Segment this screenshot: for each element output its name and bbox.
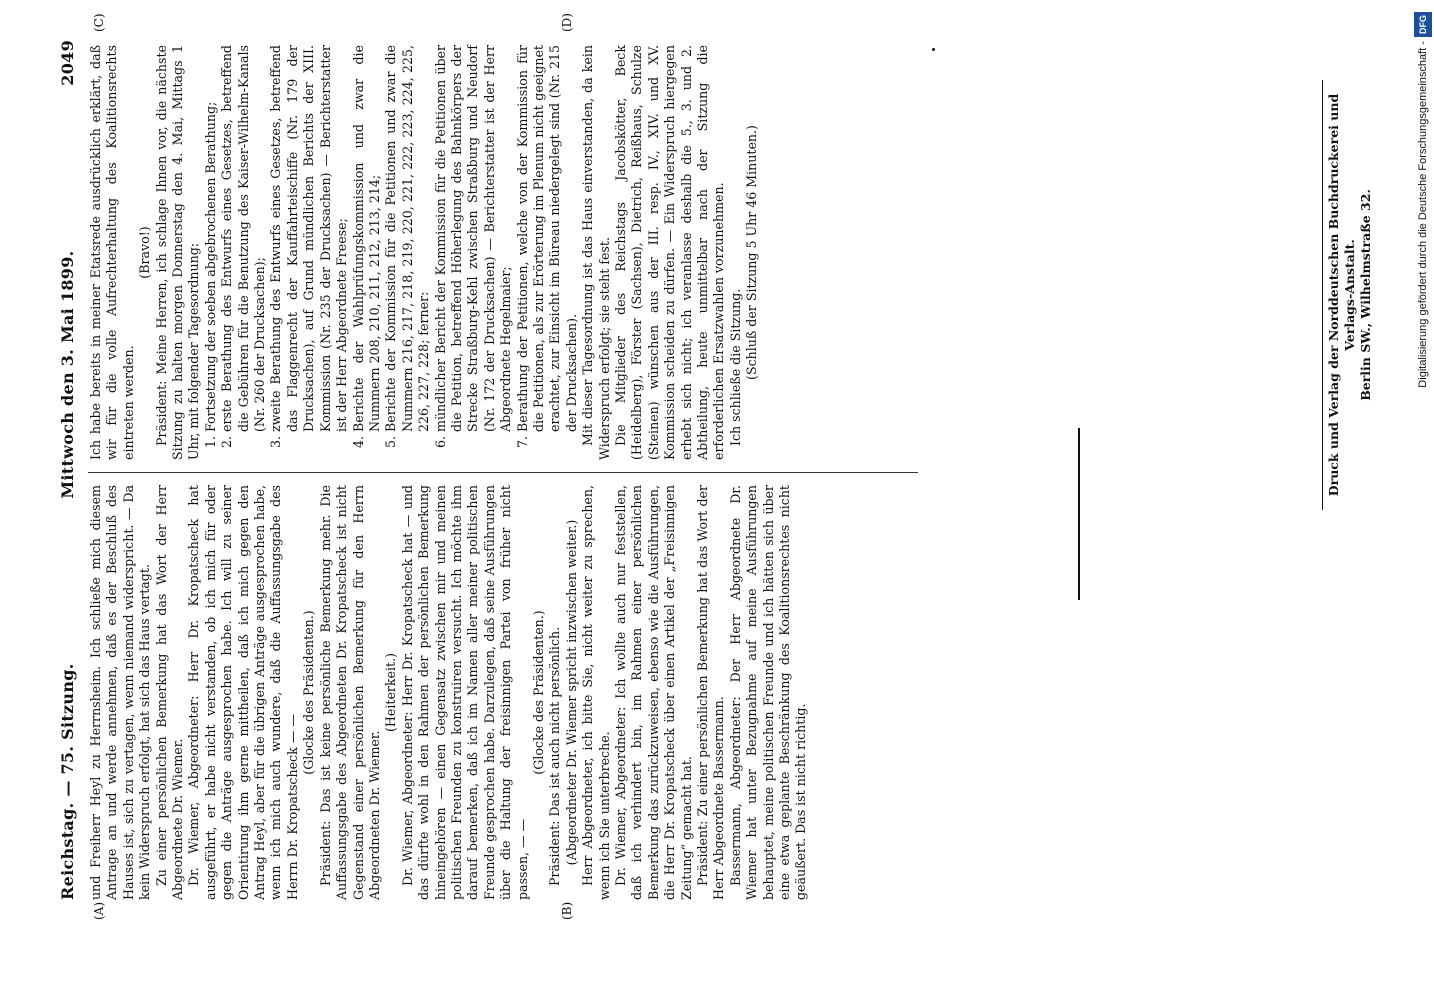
imprint-line: Berlin SW., Wilhelmstraße 32. bbox=[1358, 189, 1373, 401]
paragraph: Ich schließe die Sitzung. bbox=[727, 288, 743, 446]
digitization-note bbox=[1414, 8, 1432, 992]
page-number: 2049 bbox=[58, 40, 77, 86]
paragraph: Dr. Wiemer, Abgeordneter: Ich wollte auch nur feststellen, daß ich verhindert bin, im Rahmen einer persönlichen Bemerkung das zurückzuweisen, ebenso wie die Ausführungen, die Herr Dr. Kropatscheck über einen Artikel der „Freisinnigen Zeitung“ gemacht hat. bbox=[613, 485, 694, 900]
stage-direction: (Glocke des Präsidenten.) bbox=[301, 610, 317, 775]
right-column bbox=[88, 45, 761, 460]
agenda-item: 6. mündlicher Bericht der Kommission für die Petitionen über die Petition, betreffend Höherlegung des Bahnkörpers der Strecke Straßburg-Kehl zwischen Straßburg und Neudorf (Nr. 172 der Drucksachen) — Berichterstatter ist der Herr Abgeordnete Hegelmaier; bbox=[433, 45, 515, 432]
margin-mark-a: (A) bbox=[92, 901, 106, 920]
vertical-rule bbox=[1078, 428, 1080, 600]
dfg-logo: DFG bbox=[1414, 12, 1432, 37]
margin-mark-b: (B) bbox=[560, 901, 574, 920]
stage-direction: (Abgeordneter Dr. Wiemer spricht inzwischen weiter.) bbox=[563, 519, 579, 866]
stage-direction: (Bravo!) bbox=[137, 226, 153, 279]
paragraph: Bassermann, Abgeordneter: Der Herr Abgeordnete Dr. Wiemer hat unter Bezugnahme auf meine Ausführungen behauptet, meine politischen Freunde und ich hätten sich über eine etwa geplante Beschränkung des Koalitionsrechtes nicht geäußert. Das ist nicht richtig. bbox=[727, 485, 809, 900]
agenda-item: 2. erste Berathung des Entwurfs eines Gesetzes, betreffend die Gebühren für die Benutzung des Kaiser-Wilhelm-Kanals (Nr. 260 der Drucksachen); bbox=[219, 45, 268, 432]
paragraph: Präsident: Das ist auch nicht persönlich. bbox=[547, 626, 563, 886]
paragraph: Präsident: Das ist keine persönliche Bemerkung mehr. Die Auffassungsgabe des Abgeordneten Dr. Kropatscheck ist nicht Gegenstand einer persönlichen Bemerkung für den Herrn Abgeordneten Dr. Wiemer. bbox=[317, 485, 382, 900]
paragraph: Herr Abgeordneter, ich bitte Sie, nicht weiter zu sprechen, wenn ich Sie unterbreche. bbox=[580, 485, 612, 900]
speck-mark bbox=[932, 48, 935, 51]
imprint bbox=[1322, 80, 1373, 510]
agenda-item: 7. Berathung der Petitionen, welche von der Kommission für die Petitionen, als zur Erörterung im Plenum nicht geeignet erachtet, zur Einsicht im Büreau niedergelegt sind (Nr. 215 der Drucksachen). bbox=[515, 45, 581, 432]
agenda-list bbox=[203, 45, 580, 460]
agenda-item: 5. Berichte der Kommission für die Petitionen und zwar die Nummern 216, 217, 218, 219, 220, 221, 222, 223, 224, 225, 226, 227, 228; ferner: bbox=[383, 45, 432, 432]
digitization-text: Digitalisierung gefördert durch die Deutsche Forschungsgemeinschaft - bbox=[1417, 41, 1429, 388]
rotated-page bbox=[0, 13, 1416, 1000]
agenda-item: 3. zweite Berathung des Entwurfs eines Gesetzes, betreffend das Flaggenrecht der Kauffahrteischiffe (Nr. 179 der Drucksachen), auf Grund mündlichen Berichts der XIII. Kommission (Nr. 235 der Drucksachen) — Berichterstatter ist der Herr Abgeordnete Freese; bbox=[268, 45, 350, 432]
margin-mark-c: (C) bbox=[92, 13, 106, 32]
page-body bbox=[0, 13, 1416, 960]
closing-note: (Schluß der Sitzung 5 Uhr 46 Minuten.) bbox=[744, 125, 760, 380]
paragraph: Dr. Wiemer, Abgeordneter: Herr Dr. Kropatscheck hat ausgeführt, er habe nicht verstanden, ob ich mich für oder gegen die Anträge ausgesprochen habe. Ich will zu seiner Orientirung ihm gerne mittheilen, daß ich mich gegen den Antrag Heyl, aber für die übrigen Anträge ausgesprochen habe, wenn ich mich auch wundere, daß die Auffassungsgabe des Herrn Dr. Kropatscheck — — bbox=[186, 485, 300, 900]
agenda-item: 4. Berichte der Wahlprüfungskommission und zwar die Nummern 208, 210, 211, 212, 213, 214; bbox=[351, 45, 384, 432]
running-head-left: Reichstag. — 75. Sitzung. bbox=[58, 663, 77, 900]
paragraph: Ich habe bereits in meiner Etatsrede ausdrücklich erklärt, daß wir für die volle Aufrechterhaltung des Koalitionsrechts eintreten werden. bbox=[88, 45, 136, 460]
running-head-date: Mittwoch den 3. Mai 1899. bbox=[58, 250, 77, 499]
paragraph: Mit dieser Tagesordnung ist das Haus einverstanden, da kein Widerspruch erfolgt; sie steht fest. bbox=[580, 45, 612, 460]
running-head bbox=[58, 40, 82, 900]
paragraph: Zu einer persönlichen Bemerkung hat das Wort der Herr Abgeordnete Dr. Wiemer. bbox=[153, 485, 186, 900]
digitization-text-wrap bbox=[1414, 8, 1432, 992]
stage-direction: (Heiterkeit.) bbox=[383, 653, 399, 732]
paragraph: Dr. Wiemer, Abgeordneter: Herr Dr. Kropatscheck hat — und das dürfte wohl in den Rahmen der persönlichen Bemerkung hineingehören — einen Gegensatz zwischen mir und meinen politischen Freunden zu konstruiren versucht. Ich möchte ihm darauf bemerken, daß ich im Namen aller meiner politischen Freunde gesprochen habe. Darzulegen, daß seine Ausführungen über die Haltung der freisinnigen Partei von früher nicht passen, — — bbox=[399, 485, 530, 900]
margin-mark-d: (D) bbox=[560, 13, 574, 32]
paragraph: Präsident: Meine Herren, ich schlage Ihnen vor, die nächste Sitzung zu halten morgen Donnerstag den 4. Mai, Mittags 1 Uhr, mit folgender Tagesordnung: bbox=[153, 45, 202, 460]
paragraph: Präsident: Zu einer persönlichen Bemerkung hat das Wort der Herr Abgeordnete Bassermann. bbox=[695, 485, 727, 900]
left-column bbox=[88, 472, 918, 900]
imprint-text bbox=[1322, 80, 1374, 510]
agenda-item: 1. Fortsetzung der soeben abgebrochenen Berathung; bbox=[203, 45, 219, 432]
paragraph: Die Mitglieder des Reichstags Jacobskötter, Beck (Heidelberg), Förster (Sachsen), Dietrich, Reißhaus, Schulze (Steinen) wünschen aus der III. resp. IV., XIV. und XV. Kommission scheiden zu dürfen. — Ein Widerspruch hiergegen erhebt sich nicht; ich veranlasse deshalb die 5., 3. und 2. Abtheilung, heute unmittelbar nach der Sitzung die erforderlichen Ersatzwahlen vorzunehmen. bbox=[613, 45, 727, 460]
paragraph: und Freiherr Heyl zu Herrnsheim. Ich schließe mich diesem Antrage an und werde annehmen, daß es der Beschluß des Hauses ist, sich zu vertagen, wenn niemand widerspricht. — Da kein Widerspruch erfolgt, hat sich das Haus vertagt. bbox=[88, 485, 153, 900]
stage-direction: (Glocke des Präsidenten.) bbox=[530, 610, 546, 775]
imprint-line: Druck und Verlag der Norddeutschen Buchdruckerei und Verlags-Anstalt. bbox=[1326, 93, 1357, 497]
